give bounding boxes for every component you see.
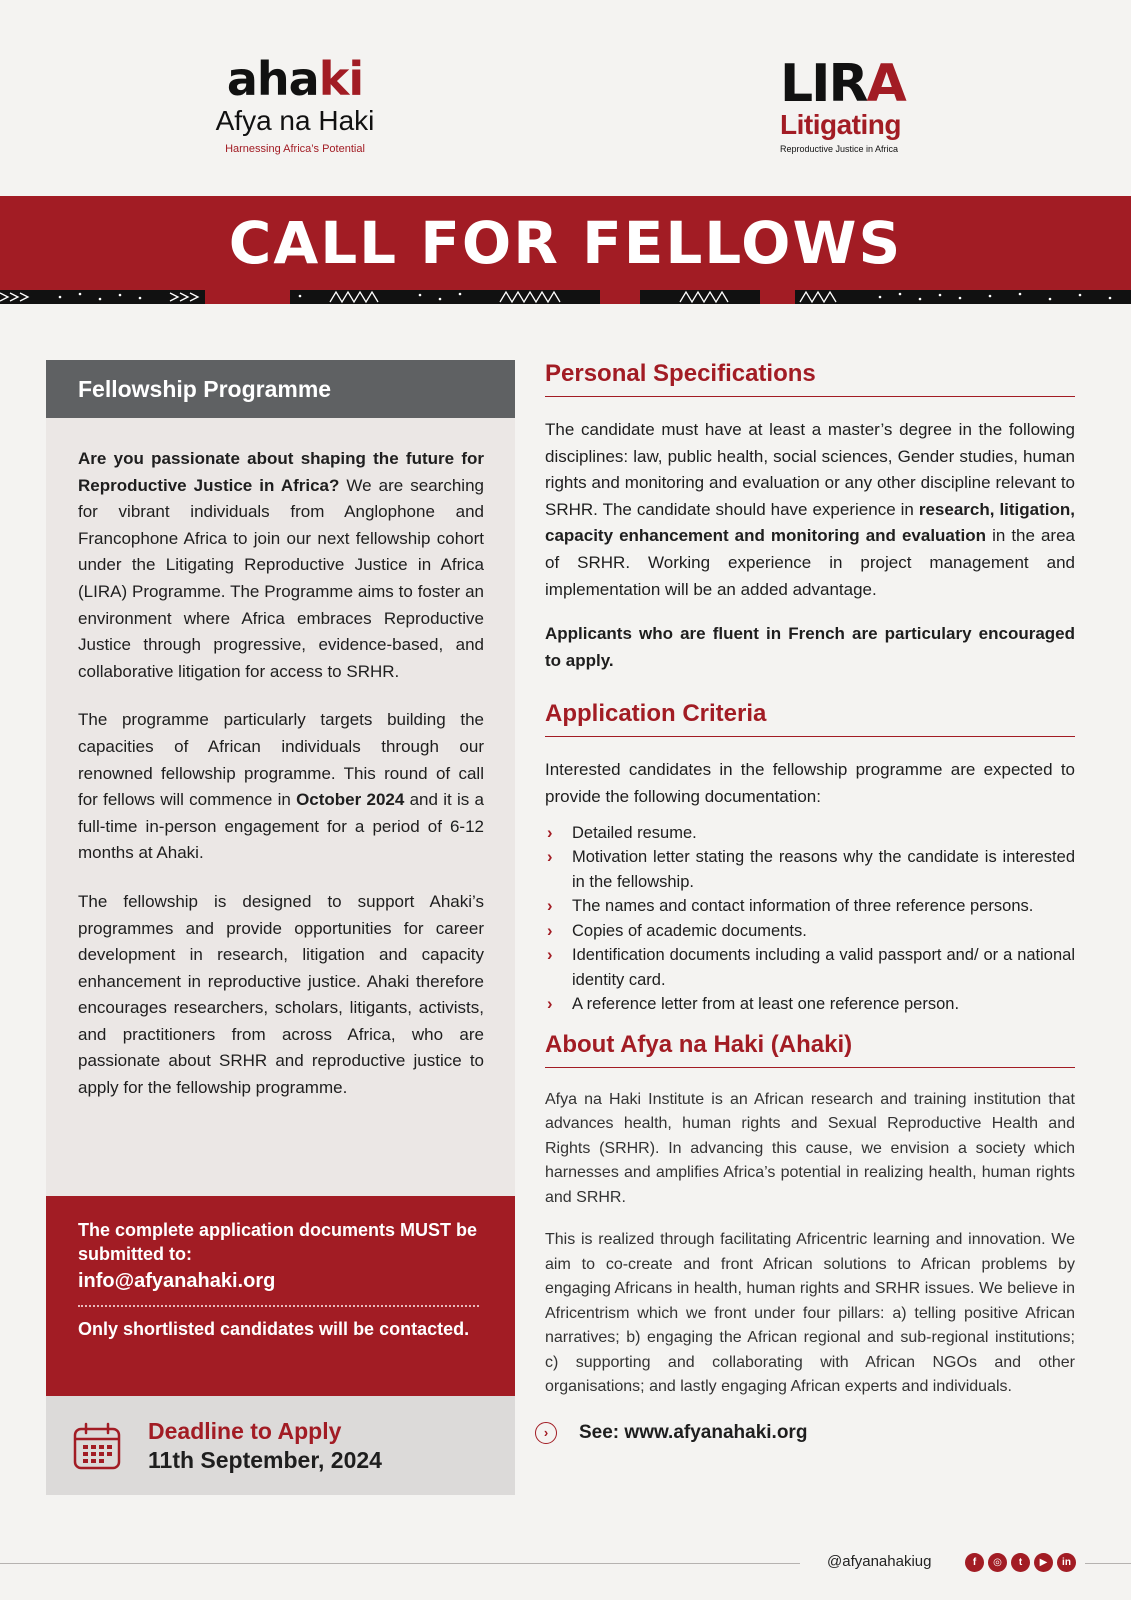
deadline-box xyxy=(46,1396,515,1495)
fellowship-paragraph-1: Are you passionate about shaping the future for Reproductive Justice in Africa? We are searching for vibrant individuals from Anglophone and Francophone Africa to join our next fellowship cohort under the Litigating Reproductive Justice in Africa (LIRA) Programme. The Programme aims to foster an environment where Africa embraces Reproductive Justice through progressive, evidence-based, and collaborative litigation for access to SRHR. xyxy=(78,449,484,681)
chevron-right-icon: › xyxy=(547,897,553,916)
footer-divider-right xyxy=(1085,1563,1131,1564)
lira-logo xyxy=(780,54,930,154)
list-item: › A reference letter from at least one reference person. xyxy=(545,992,1075,1017)
fellowship-panel-header xyxy=(46,360,515,418)
ahaki-wordmark: ahaki xyxy=(226,52,364,106)
list-item: › Identification documents including a valid passport and/ or a national identity card. xyxy=(545,943,1075,992)
chevron-right-icon: › xyxy=(547,946,553,965)
list-item: › Detailed resume. xyxy=(545,821,1075,846)
deadline-label: Deadline to Apply xyxy=(148,1417,342,1444)
about-paragraph-2: This is realized through facilitating Africentric learning and innovation. We aim to co-create and front African solutions to African problems by engaging Africans in health, human rights and SRHR issues. We believe in Africentrism which we front under four pillars: a) telling positive African narratives; b) engaging the African regional and sub-regional institutions; c) supporting and collaborating with African NGOs and other organisations; and lastly engaging African experts and individuals. xyxy=(545,1231,1075,1396)
fellowship-heading: Fellowship Programme xyxy=(78,375,332,402)
criteria-intro: Interested candidates in the fellowship programme are expected to provide the following documentation: xyxy=(545,760,1075,806)
fellowship-paragraph-2: The programme particularly targets building the capacities of African individuals through our renowned fellowship programme. This round of call for fellows will commence in October 2024 and it is a full-time in-person engagement for a period of 6-12 months at Ahaki. xyxy=(78,710,484,863)
submission-box xyxy=(46,1196,515,1396)
chevron-right-icon: › xyxy=(547,995,553,1014)
footer-divider xyxy=(0,1563,800,1564)
fellowship-panel xyxy=(46,360,515,1495)
personal-specifications-heading: Personal Specifications xyxy=(545,360,1075,397)
ahaki-tagline: Harnessing Africa’s Potential xyxy=(225,143,365,155)
list-item: › Copies of academic documents. xyxy=(545,919,1075,944)
fellowship-panel-body xyxy=(46,418,515,1196)
youtube-icon[interactable]: ▶ xyxy=(1034,1553,1053,1572)
criteria-list xyxy=(545,821,1075,1017)
lira-wordmark: LIRA xyxy=(780,54,905,114)
chevron-right-icon: › xyxy=(547,848,553,867)
ahaki-name: Afya na Haki xyxy=(215,105,375,136)
about-paragraph-1: Afya na Haki Institute is an African research and training institution that advances health, human rights and Sexual Reproductive Health and Rights (SRHR). In advancing this cause, we envision a society which harnesses and amplifies Africa’s potential in realizing health, human rights and SRHR. xyxy=(545,1090,1075,1206)
lira-name: Litigating xyxy=(780,109,901,140)
details-column xyxy=(545,360,1075,1444)
arrow-circle-icon: › xyxy=(535,1422,557,1444)
chevron-right-icon: › xyxy=(547,921,553,940)
website-url[interactable]: See: www.afyanahaki.org xyxy=(579,1421,808,1443)
website-link[interactable] xyxy=(535,1422,1075,1444)
decorative-pattern-strip xyxy=(0,290,1131,304)
application-criteria-heading: Application Criteria xyxy=(545,700,1075,737)
calendar-icon xyxy=(72,1421,122,1471)
social-handle[interactable]: @afyanahakiug xyxy=(827,1553,932,1570)
list-item: › Motivation letter stating the reasons why the candidate is interested in the fellowship. xyxy=(545,845,1075,894)
dotted-divider xyxy=(78,1305,479,1307)
french-applicants-note: Applicants who are fluent in French are particulary encouraged to apply. xyxy=(545,624,1075,670)
specifications-paragraph: The candidate must have at least a master’s degree in the following disciplines: law, public health, social sciences, Gender studies, human rights and monitoring and evaluation or any other discipline relevant to SRHR. The candidate should have experience in research, litigation, capacity enhancement and monitoring and evaluation in the area of SRHR. Working experience in project management and implementation will be an added advantage. xyxy=(545,420,1076,599)
deadline-date: 11th September, 2024 xyxy=(148,1446,382,1473)
deadline-text xyxy=(148,1418,382,1474)
about-heading: About Afya na Haki (Ahaki) xyxy=(545,1031,1075,1068)
linkedin-icon[interactable]: in xyxy=(1057,1553,1076,1572)
title-banner xyxy=(0,196,1131,290)
about-section xyxy=(545,1031,1075,1400)
page-title: CALL FOR FELLOWS xyxy=(228,209,903,277)
shortlist-note: Only shortlisted candidates will be contacted. xyxy=(78,1319,470,1339)
submission-instructions: The complete application documents MUST be submitted to: xyxy=(78,1220,478,1264)
submission-email[interactable]: info@afyanahaki.org xyxy=(78,1270,276,1292)
fellowship-paragraph-3: The fellowship is designed to support Ahaki’s programmes and provide opportunities for career development in research, litigation and capacity enhancement in reproductive justice. Ahaki therefore encourages researchers, scholars, litigants, activists, and practitioners from across Africa, who are passionate about SRHR and reproductive justice to apply for the fellowship programme. xyxy=(78,891,484,1098)
lira-tagline: Reproductive Justice in Africa xyxy=(780,144,899,154)
ahaki-logo xyxy=(205,52,385,155)
social-icons xyxy=(965,1553,1076,1572)
chevron-right-icon: › xyxy=(547,823,553,842)
list-item: › The names and contact information of three reference persons. xyxy=(545,894,1075,919)
facebook-icon[interactable]: f xyxy=(965,1553,984,1572)
pattern-svg xyxy=(0,290,1131,304)
instagram-icon[interactable]: ◎ xyxy=(988,1553,1007,1572)
twitter-icon[interactable]: t xyxy=(1011,1553,1030,1572)
